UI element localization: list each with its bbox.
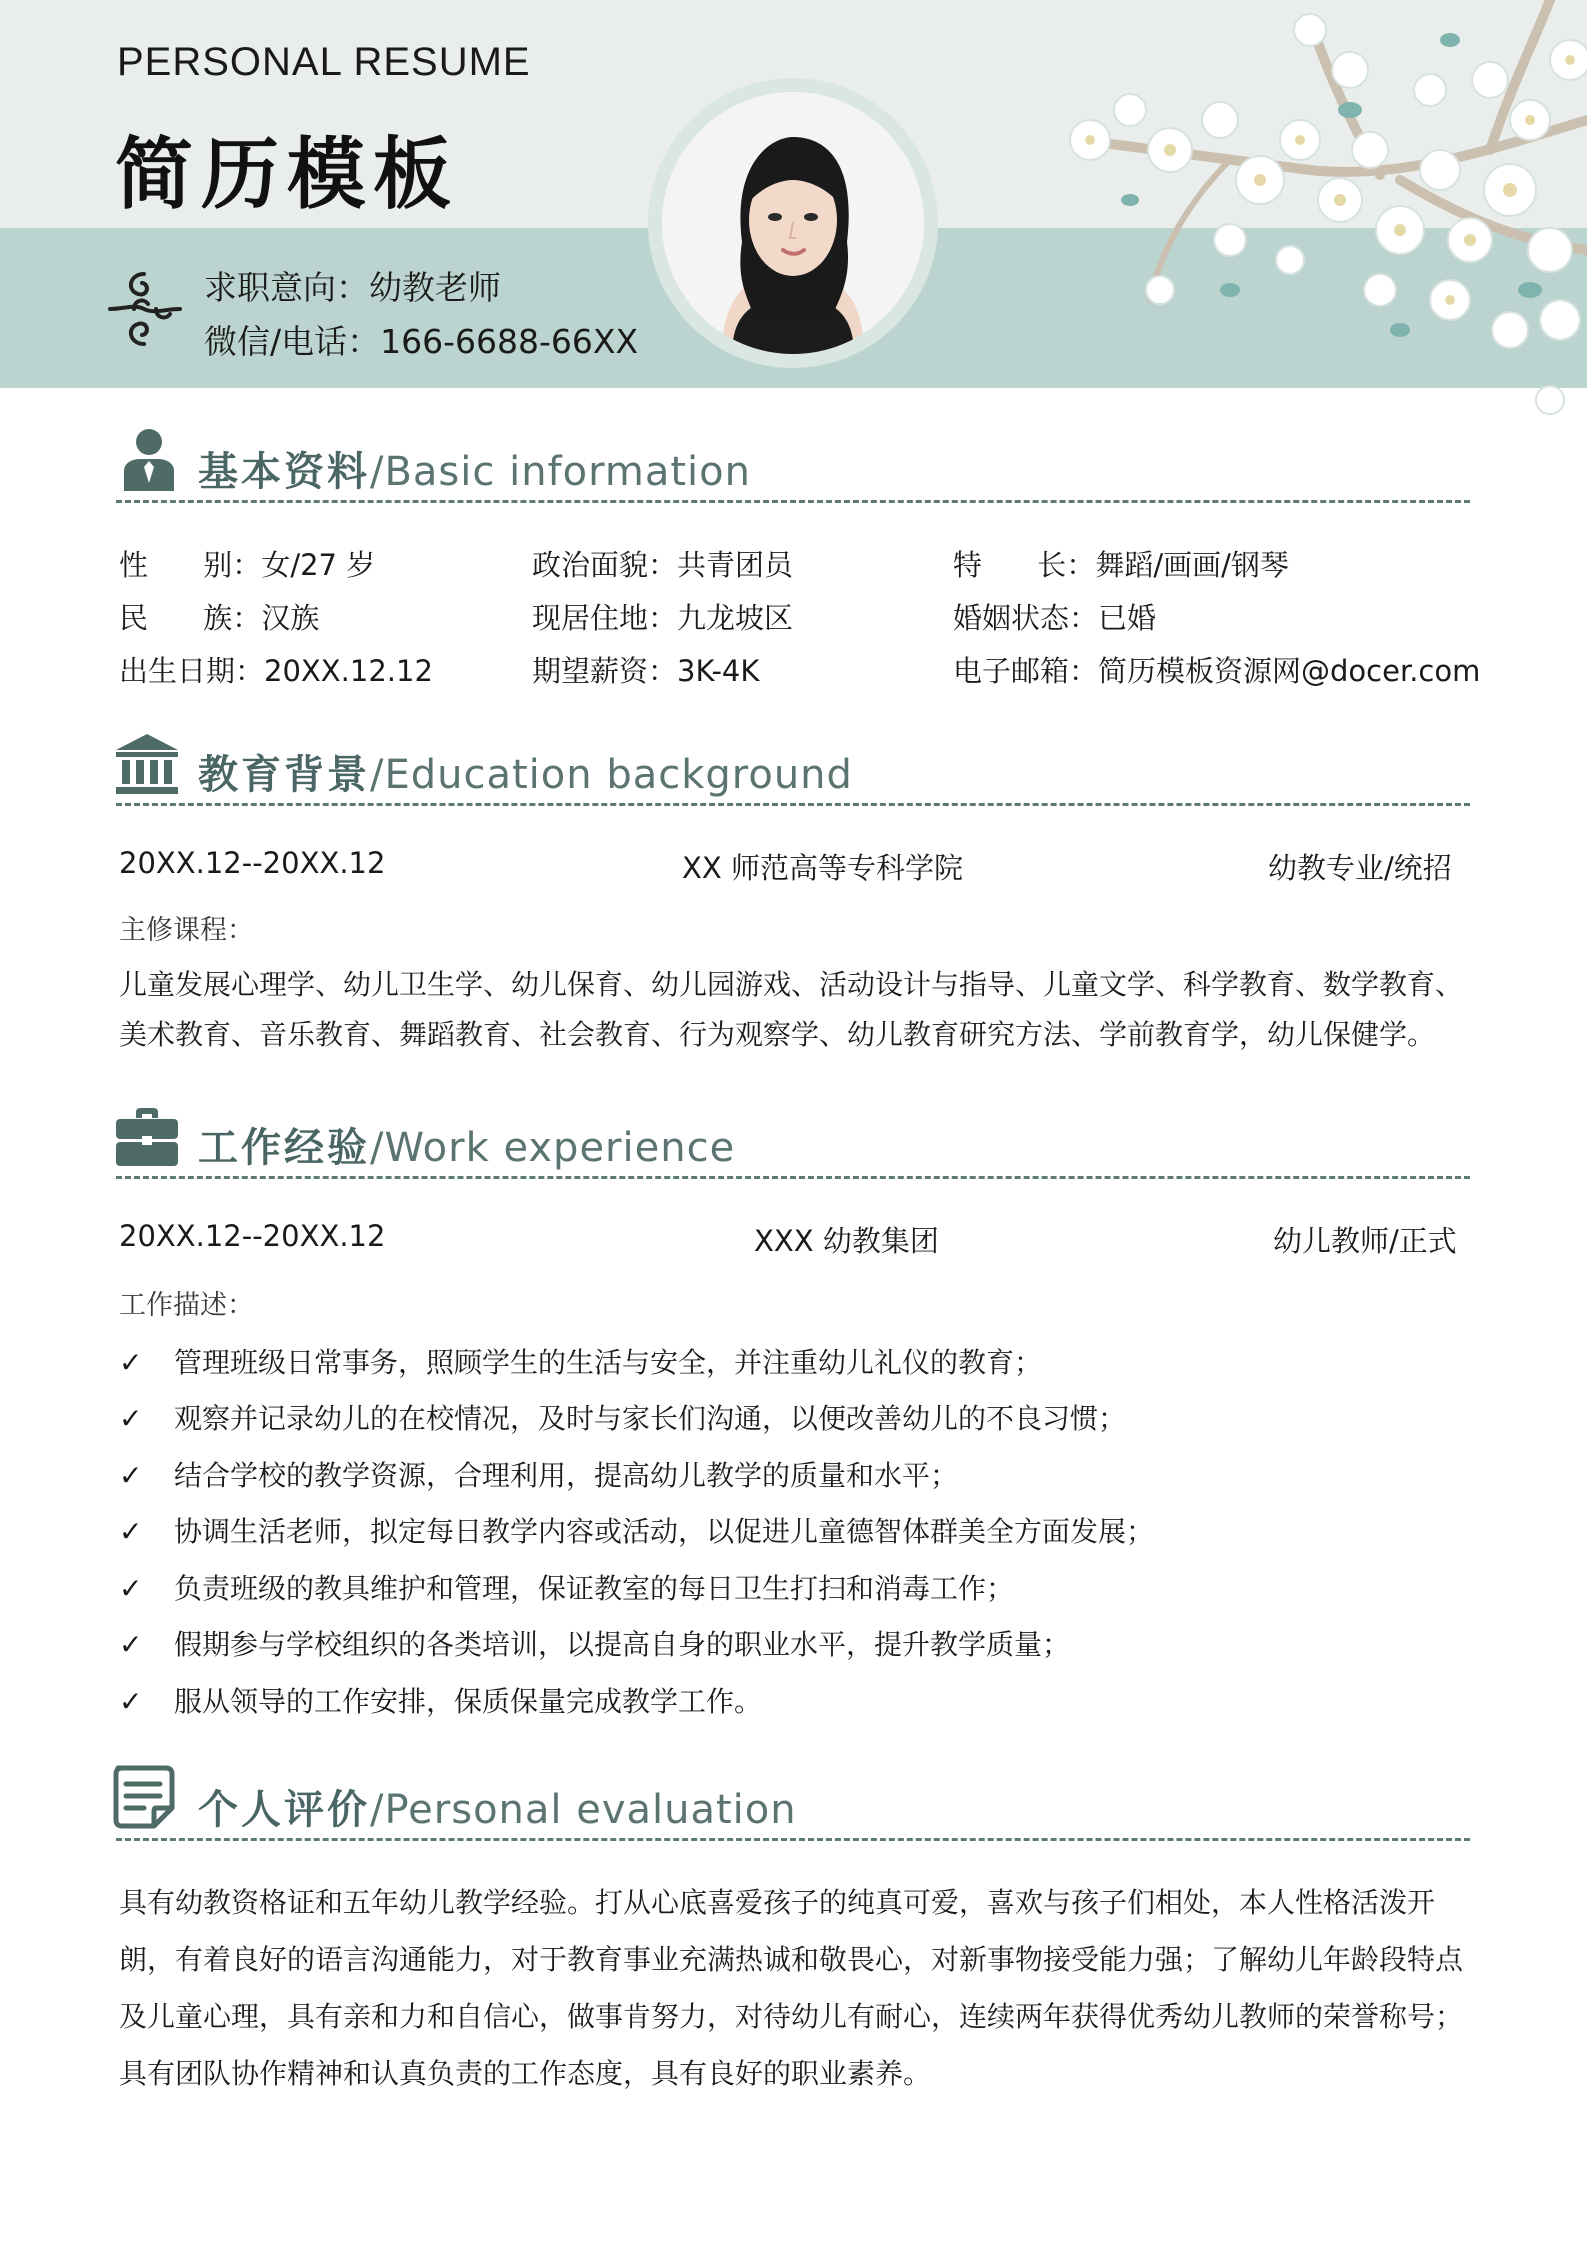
swirl-ornament-icon (104, 268, 184, 350)
section-title-education: 教育背景/Education background (198, 752, 853, 798)
work-desc-label: 工作描述： (119, 1290, 254, 1321)
briefcase-icon (114, 1104, 180, 1170)
avatar (662, 92, 924, 354)
work-period: 20XX.12--20XX.12 (119, 1219, 386, 1253)
check-icon: ✓ (119, 1685, 143, 1718)
list-item: ✓ 假期参与学校组织的各类培训，以提高自身的职业水平，提升教学质量； (119, 1628, 1071, 1661)
info-marital: 婚姻状态：已婚 (953, 601, 1157, 635)
check-icon: ✓ (119, 1459, 143, 1492)
section-title-basic: 基本资料/Basic information (198, 449, 751, 495)
course-list: 儿童发展心理学、幼儿卫生学、幼儿保育、幼儿园游戏、活动设计与指导、儿童文学、科学教育、数学教育、美术教育、音乐教育、舞蹈教育、社会教育、行为观察学、幼儿教育研究方法、学前教育学，幼儿保健学。 (119, 968, 1464, 1051)
person-icon (116, 427, 182, 493)
work-position: 幼儿教师/正式 (1273, 1224, 1457, 1258)
check-icon: ✓ (119, 1572, 143, 1605)
job-intention: 求职意向：幼教老师 (204, 268, 501, 307)
check-icon: ✓ (119, 1628, 143, 1661)
section-title-work: 工作经验/Work experience (198, 1125, 736, 1171)
evaluation-text: 具有幼教资格证和五年幼儿教学经验。打从心底喜爱孩子的纯真可爱，喜欢与孩子们相处，本人性格活泼开朗，有着良好的语言沟通能力，对于教育事业充满热诚和敬畏心，对新事物接受能力强；了解幼儿年龄段特点及儿童心理，具有亲和力和自信心，做事肯努力，对待幼儿有耐心，连续两年获得优秀幼儿教师的荣誉称号；具有团队协作精神和认真负责的工作态度，具有良好的职业素养。 (119, 1886, 1464, 2090)
info-email[interactable]: 电子邮箱：简历模板资源网@docer.com (953, 654, 1481, 688)
blossom-decoration (930, 0, 1587, 470)
section-divider (116, 803, 1470, 806)
work-company: XXX 幼教集团 (754, 1224, 939, 1258)
education-period: 20XX.12--20XX.12 (119, 846, 386, 880)
list-item: ✓ 观察并记录幼儿的在校情况，及时与家长们沟通，以便改善幼儿的不良习惯； (119, 1402, 1127, 1435)
section-title-evaluation: 个人评价/Personal evaluation (198, 1787, 797, 1833)
list-item: ✓ 结合学校的教学资源，合理利用，提高幼儿教学的质量和水平； (119, 1459, 959, 1492)
section-divider (116, 1176, 1470, 1179)
info-politics: 政治面貌：共青团员 (532, 548, 794, 582)
info-salary: 期望薪资：3K-4K (532, 654, 760, 688)
info-gender: 性 别：女/27 岁 (119, 548, 376, 582)
info-ethnicity: 民 族：汉族 (119, 601, 320, 635)
education-major: 幼教专业/统招 (1268, 851, 1452, 885)
list-item: ✓ 协调生活老师，拟定每日教学内容或活动，以促进儿童德智体群美全方面发展； (119, 1515, 1155, 1548)
section-divider (116, 1838, 1470, 1841)
info-birthdate: 出生日期：20XX.12.12 (119, 654, 433, 688)
list-item: ✓ 服从领导的工作安排，保质保量完成教学工作。 (119, 1685, 763, 1718)
resume-title-cn: 简历模板 (115, 130, 460, 220)
contact-info: 微信/电话：166-6688-66XX (204, 322, 639, 361)
course-label: 主修课程： (119, 915, 254, 946)
check-icon: ✓ (119, 1346, 143, 1379)
info-skills: 特 长：舞蹈/画画/钢琴 (953, 548, 1289, 582)
list-item: ✓ 管理班级日常事务，照顾学生的生活与安全，并注重幼儿礼仪的教育； (119, 1346, 1043, 1379)
section-divider (116, 500, 1470, 503)
resume-title-en: PERSONAL RESUME (117, 40, 531, 84)
check-icon: ✓ (119, 1402, 143, 1435)
school-icon (114, 730, 180, 796)
info-residence: 现居住地：九龙坡区 (532, 601, 794, 635)
note-icon (112, 1764, 178, 1830)
education-school: XX 师范高等专科学院 (682, 851, 963, 885)
list-item: ✓ 负责班级的教具维护和管理，保证教室的每日卫生打扫和消毒工作； (119, 1572, 1015, 1605)
check-icon: ✓ (119, 1515, 143, 1548)
